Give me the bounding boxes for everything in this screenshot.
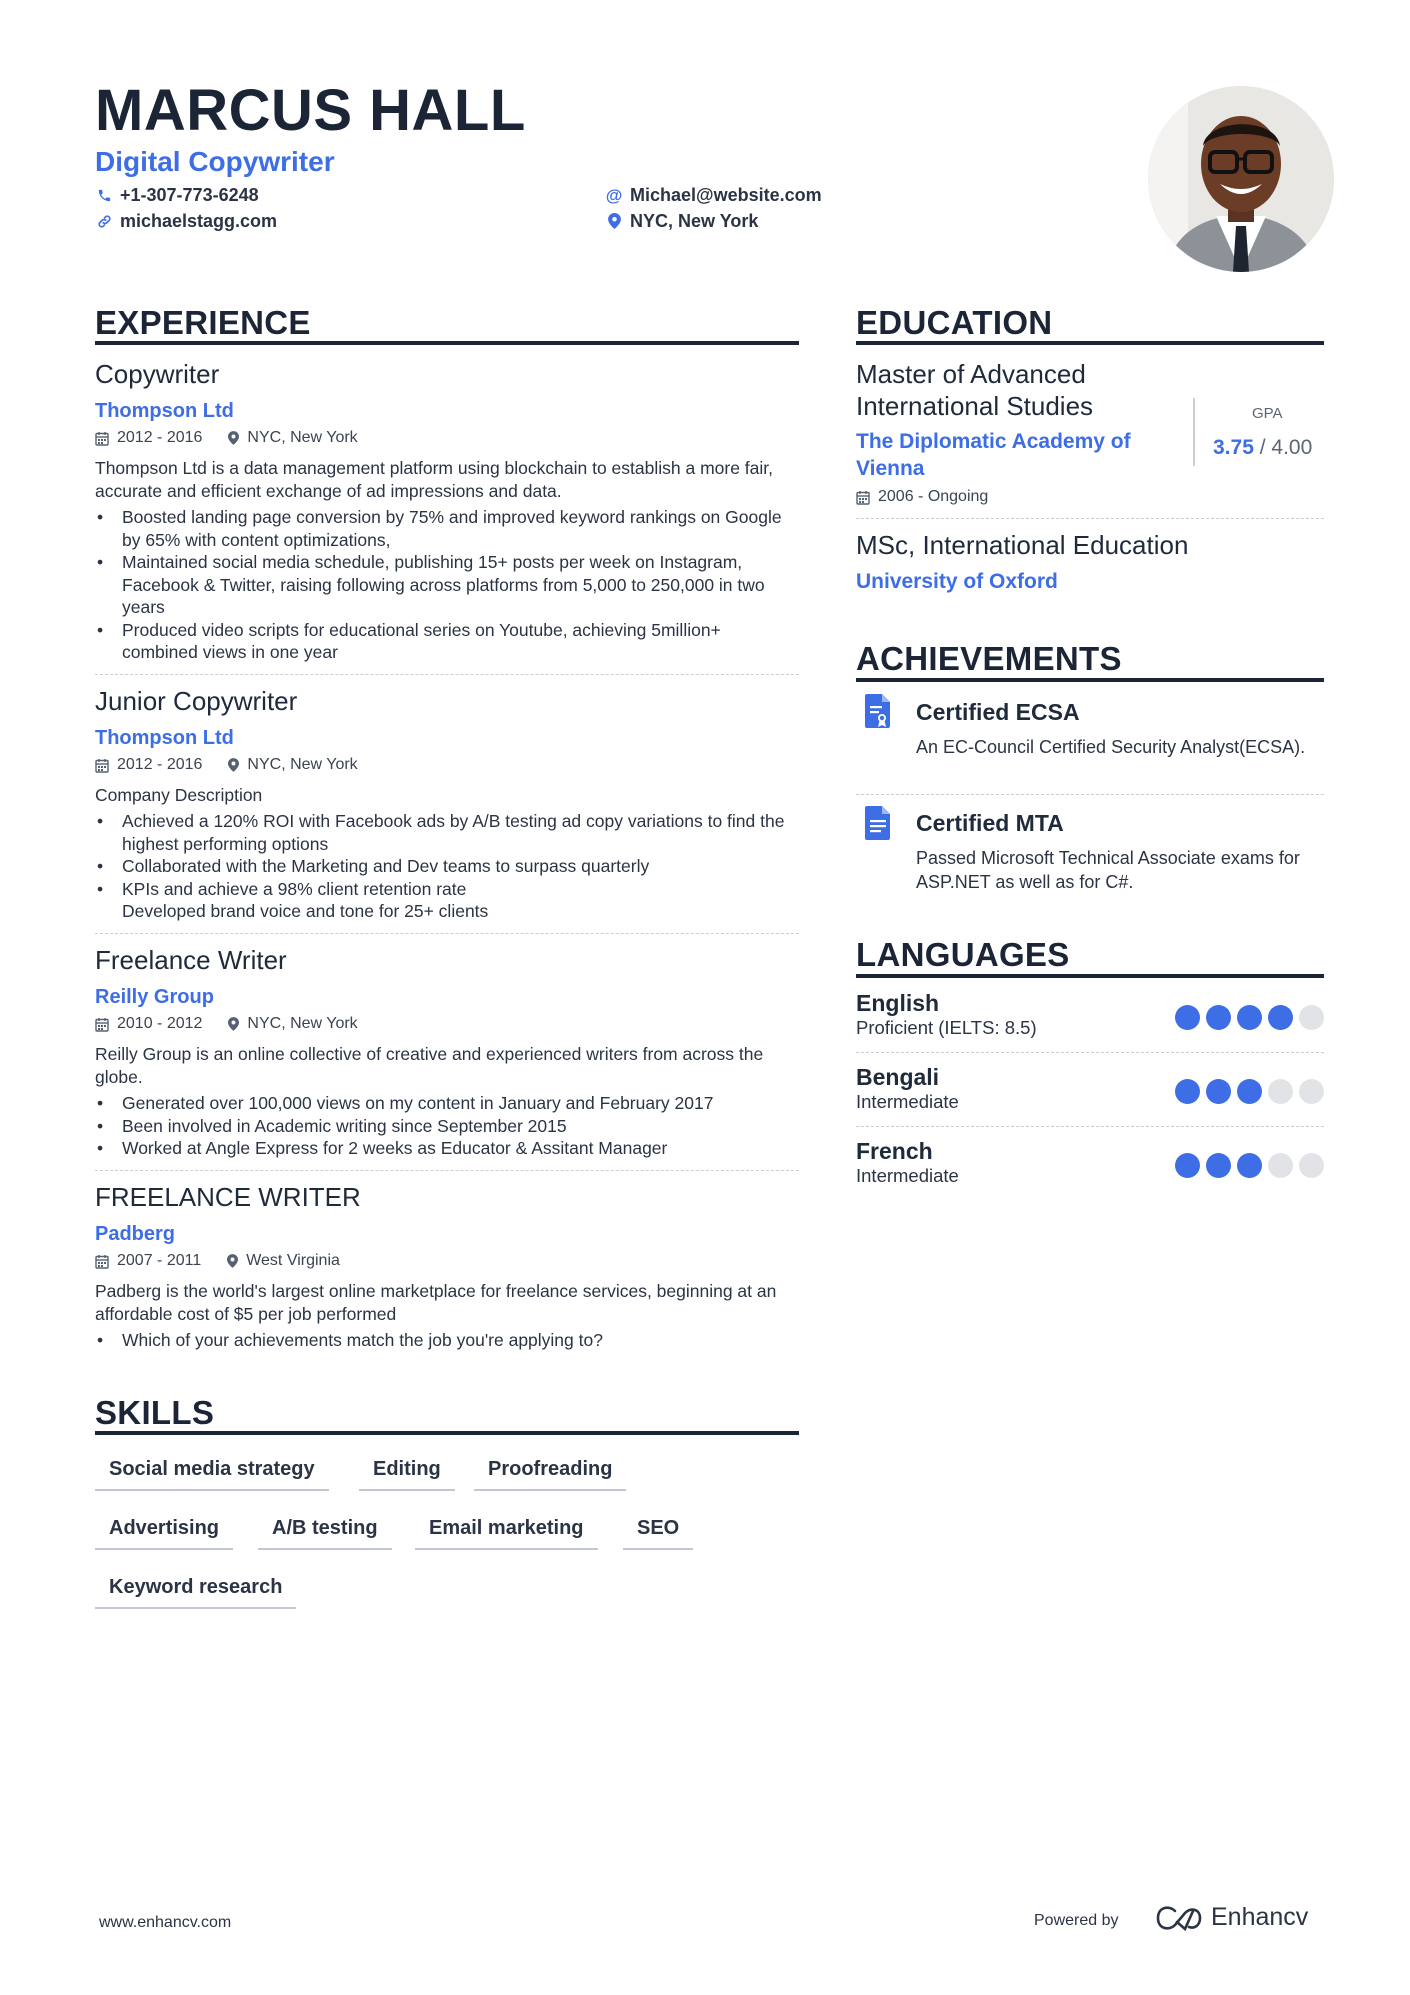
- job-description: Thompson Ltd is a data management platform using blockchain to establish a more fair, accurate and efficient exchange of ad impressions and data.: [95, 458, 774, 501]
- job-description: Padberg is the world's largest online marketplace for freelance services, beginning at an affordable cost of $5 per job performed: [95, 1281, 777, 1324]
- job-bullet: • Been involved in Academic writing since September 2015: [95, 1115, 795, 1138]
- phone-text: +1-307-773-6248: [120, 185, 259, 205]
- education-meta: [856, 489, 988, 505]
- job-dates: 2012 - 2016: [117, 756, 203, 773]
- rating-dot-empty: [1268, 1153, 1293, 1178]
- education-rule: [856, 341, 1324, 345]
- location-pin-icon: [228, 758, 239, 772]
- rating-dot-empty: [1299, 1005, 1324, 1030]
- job-bullets: [95, 1092, 795, 1160]
- phone-icon: [96, 187, 112, 203]
- location-pin-icon: [227, 1254, 238, 1268]
- divider: [856, 1126, 1324, 1127]
- rating-dot-filled: [1175, 1079, 1200, 1104]
- gpa-score: 3.75: [1213, 436, 1254, 459]
- job-bullet: • Collaborated with the Marketing and Dev teams to surpass quarterly: [95, 855, 795, 878]
- experience-heading: EXPERIENCE: [95, 304, 311, 341]
- job-bullet: • Maintained social media schedule, publishing 15+ posts per week on Instagram, Facebook & Twitter, raising following across platforms from 5,000 to 250,000 in two years: [95, 551, 795, 619]
- school-name: The Diplomatic Academy of Vienna: [856, 430, 1131, 480]
- rating-dot-filled: [1268, 1005, 1293, 1030]
- divider: [856, 518, 1324, 519]
- skill-tag: Advertising: [95, 1518, 233, 1550]
- powered-by-label: Powered by: [1034, 1912, 1119, 1929]
- achievement-title: Certified MTA: [916, 810, 1064, 836]
- language-rating: [1175, 1153, 1324, 1178]
- link-icon: [96, 213, 112, 229]
- school-name: University of Oxford: [856, 570, 1058, 593]
- job-meta: [95, 1253, 340, 1269]
- job-meta: [95, 757, 358, 773]
- job-meta: [95, 1016, 358, 1032]
- skill-tag: Editing: [359, 1459, 455, 1491]
- job-bullet: • Boosted landing page conversion by 75% and improved keyword rankings on Google by 65% with content optimizations,: [95, 506, 795, 551]
- gpa-value: 3.75 / 4.00: [1213, 436, 1313, 459]
- location-pin-icon: [228, 1017, 239, 1031]
- enhancv-logo-icon: [1155, 1905, 1203, 1931]
- calendar-icon: [95, 431, 109, 446]
- language-rating: [1175, 1079, 1324, 1104]
- job-title: FREELANCE WRITER: [95, 1182, 361, 1212]
- achievement-description: An EC-Council Certified Security Analyst(ECSA).: [916, 737, 1306, 757]
- language-name: French: [856, 1138, 933, 1164]
- education-heading: EDUCATION: [856, 304, 1053, 341]
- gpa-label: GPA: [1252, 405, 1283, 422]
- achievement-title: Certified ECSA: [916, 699, 1080, 725]
- calendar-icon: [856, 490, 870, 505]
- rating-dot-filled: [1237, 1079, 1262, 1104]
- job-bullet: • Which of your achievements match the job you're applying to?: [95, 1329, 795, 1352]
- achievements-heading: ACHIEVEMENTS: [856, 640, 1122, 677]
- job-bullets: [95, 1329, 795, 1352]
- job-description: Company Description: [95, 785, 263, 805]
- job-bullet: • Generated over 100,000 views on my content in January and February 2017: [95, 1092, 795, 1115]
- candidate-name: MARCUS HALL: [95, 78, 526, 143]
- divider: [95, 674, 799, 675]
- job-location: [228, 430, 357, 446]
- language-name: English: [856, 990, 940, 1016]
- company-name: Reilly Group: [95, 986, 214, 1008]
- contact-website[interactable]: [96, 212, 277, 230]
- location-text: NYC, New York: [630, 211, 759, 231]
- job-bullets: [95, 810, 795, 923]
- job-bullet: • KPIs and achieve a 98% client retention rate: [95, 878, 795, 901]
- rating-dot-filled: [1206, 1079, 1231, 1104]
- divider: [856, 1052, 1324, 1053]
- contact-email[interactable]: [606, 186, 822, 204]
- job-meta: [95, 430, 358, 446]
- calendar-icon: [95, 1254, 109, 1269]
- certificate-document-icon: [864, 694, 892, 728]
- calendar-icon: [95, 758, 109, 773]
- rating-dot-empty: [1299, 1079, 1324, 1104]
- education-dates: 2006 - Ongoing: [878, 488, 989, 505]
- email-text: Michael@website.com: [630, 185, 822, 205]
- divider: [95, 933, 799, 934]
- contact-phone[interactable]: [96, 186, 259, 204]
- language-level: Proficient (IELTS: 8.5): [856, 1017, 1037, 1038]
- job-location: [228, 1016, 357, 1032]
- languages-rule: [856, 974, 1324, 978]
- rating-dot-filled: [1206, 1005, 1231, 1030]
- job-bullet: • Produced video scripts for educational series on Youtube, achieving 5million+ combined views in one year: [95, 619, 795, 664]
- job-location: [227, 1253, 340, 1269]
- company-name: Thompson Ltd: [95, 400, 234, 422]
- job-dates: 2010 - 2012: [117, 1015, 203, 1032]
- job-bullets: [95, 506, 795, 664]
- job-title: Junior Copywriter: [95, 686, 298, 716]
- language-level: Intermediate: [856, 1091, 959, 1112]
- skill-tag: SEO: [623, 1518, 693, 1550]
- candidate-role: Digital Copywriter: [95, 146, 335, 177]
- achievement-description: Passed Microsoft Technical Associate exams for ASP.NET as well as for C#.: [916, 848, 1300, 892]
- job-location-text: West Virginia: [246, 1252, 340, 1269]
- rating-dot-filled: [1237, 1005, 1262, 1030]
- job-bullet: • Achieved a 120% ROI with Facebook ads by A/B testing ad copy variations to find the highest performing options: [95, 810, 795, 855]
- language-rating: [1175, 1005, 1324, 1030]
- rating-dot-filled: [1175, 1005, 1200, 1030]
- rating-dot-filled: [1175, 1153, 1200, 1178]
- job-location-text: NYC, New York: [247, 429, 358, 446]
- languages-heading: LANGUAGES: [856, 936, 1070, 973]
- job-bullet: Developed brand voice and tone for 25+ clients: [122, 901, 489, 921]
- job-location: [228, 757, 357, 773]
- degree-title: Master of Advanced International Studies: [856, 359, 1094, 421]
- brand-logo[interactable]: [1155, 1903, 1308, 1932]
- gpa-max: 4.00: [1271, 436, 1313, 459]
- rating-dot-filled: [1206, 1153, 1231, 1178]
- divider: [856, 794, 1324, 795]
- website-text: michaelstagg.com: [120, 211, 278, 231]
- location-pin-icon: [606, 213, 622, 229]
- skills-rule: [95, 1431, 799, 1435]
- degree-title: MSc, International Education: [856, 530, 1189, 560]
- rating-dot-empty: [1268, 1079, 1293, 1104]
- job-dates: 2007 - 2011: [117, 1252, 202, 1269]
- language-name: Bengali: [856, 1064, 940, 1090]
- document-icon: [864, 806, 892, 840]
- job-bullet: • Worked at Angle Express for 2 weeks as Educator & Assitant Manager: [95, 1137, 795, 1160]
- company-name: Padberg: [95, 1223, 176, 1245]
- job-location-text: NYC, New York: [247, 1015, 358, 1032]
- job-title: Copywriter: [95, 359, 220, 389]
- divider: [95, 1170, 799, 1171]
- job-description: Reilly Group is an online collective of creative and experienced writers from across the globe.: [95, 1044, 764, 1087]
- calendar-icon: [95, 1017, 109, 1032]
- experience-rule: [95, 341, 799, 345]
- footer-url[interactable]: www.enhancv.com: [99, 1914, 232, 1931]
- job-dates: 2012 - 2016: [117, 429, 203, 446]
- skill-tag: Email marketing: [415, 1518, 598, 1550]
- skills-heading: SKILLS: [95, 1394, 215, 1431]
- at-icon: @: [605, 185, 623, 205]
- rating-dot-filled: [1237, 1153, 1262, 1178]
- achievements-rule: [856, 678, 1324, 682]
- company-name: Thompson Ltd: [95, 727, 234, 749]
- rating-dot-empty: [1299, 1153, 1324, 1178]
- skill-tag: Proofreading: [474, 1459, 626, 1491]
- job-title: Freelance Writer: [95, 945, 287, 975]
- profile-photo: [1148, 86, 1334, 272]
- gpa-divider: [1193, 398, 1195, 466]
- language-level: Intermediate: [856, 1165, 959, 1186]
- job-location-text: NYC, New York: [247, 756, 358, 773]
- skill-tag: Keyword research: [95, 1577, 296, 1609]
- location-pin-icon: [228, 431, 239, 445]
- brand-name: Enhancv: [1211, 1903, 1309, 1931]
- skill-tag: A/B testing: [258, 1518, 392, 1550]
- contact-location: [606, 212, 758, 230]
- skill-tag: Social media strategy: [95, 1459, 329, 1491]
